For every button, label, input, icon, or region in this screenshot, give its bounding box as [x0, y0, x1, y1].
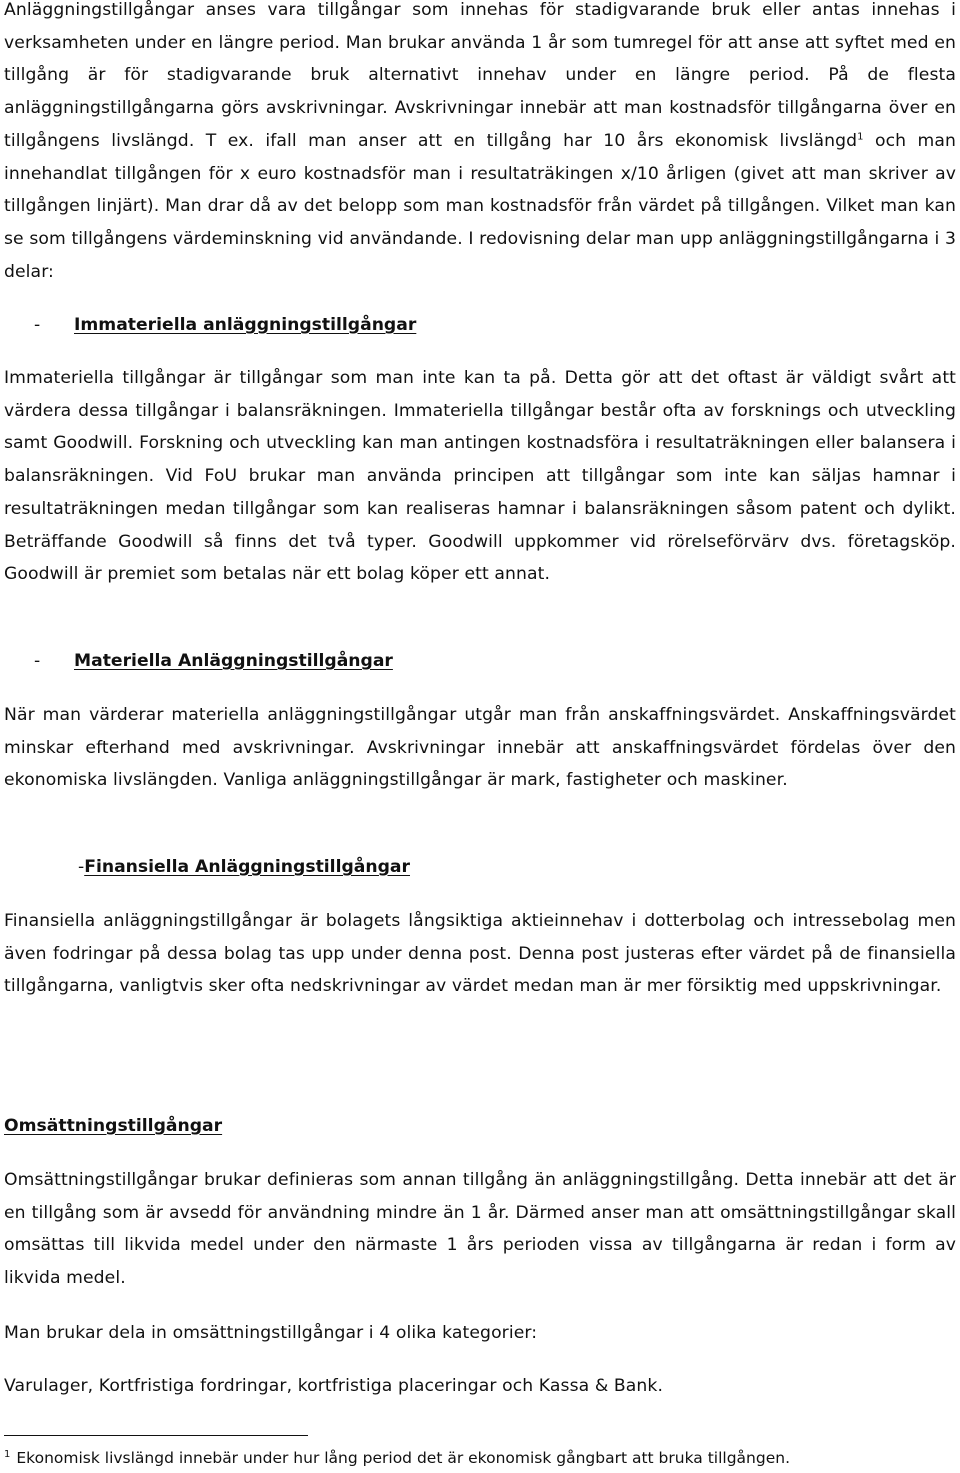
- heading-dash: -: [34, 315, 41, 335]
- heading-materiella: [34, 645, 393, 678]
- paragraph-categories: Varulager, Kortfristiga fordringar, kortfristiga placeringar och Kassa & Bank.: [4, 1376, 664, 1396]
- heading-finansiella: [78, 851, 410, 884]
- heading-title: Omsättningstillgångar: [4, 1116, 223, 1136]
- heading-dash: -: [78, 857, 85, 877]
- footnote: [4, 1443, 790, 1470]
- paragraph-finansiella: Finansiella anläggningstillgångar är bolagets långsiktiga aktieinnehav i dotterbolag och intressebolag men även fodringar på dessa bolag tas upp under denna post. Denna post justeras efter värdet på de finansiella tillgångarna, vanligtvis sker ofta nedskrivningar av värdet medan man är mer försiktig med uppskrivningar.: [4, 911, 956, 997]
- footnote-separator: [4, 1435, 308, 1436]
- paragraph-omsattning: Omsättningstillgångar brukar definieras som annan tillgång än anläggningstillgång. Detta innebär att det är en tillgång som är avsedd för användning mindre än 1 år. Därmed anser man att omsättningstillgångar skall omsättas till likvida medel under den närmaste 1 års perioden vissa av tillgångarna är redan i form av likvida medel.: [4, 1170, 956, 1289]
- intro-text-before-ref: Anläggningstillgångar anses vara tillgångar som innehas för stadigvarande bruk eller antas innehas i verksamheten under en längre period. Man brukar använda 1 år som tumregel för att anse att syftet med en tillgång är för stadigvarande bruk alternativt innehav under en längre period. På de flesta anläggningstillgångarna görs avskrivningar. Avskrivningar innebär att man kostnadsför tillgångarna över en tillgångens livslängd. T ex. ifall man anser att en tillgång har 10 års ekonomisk livslängd: [4, 0, 956, 151]
- heading-title: Materiella Anläggningstillgångar: [74, 651, 393, 671]
- paragraph-immateriella: Immateriella tillgångar är tillgångar som man inte kan ta på. Detta gör att det oftast är väldigt svårt att värdera dessa tillgångar i balansräkningen. Immateriella tillgångar består ofta av forsknings och utveckling samt Goodwill. Forskning och utveckling kan man antingen kostnadsföra i resultaträkningen eller balansera i balansräkningen. Vid FoU brukar man använda principen att tillgångar som inte kan säljas hamnar i resultaträkningen medan tillgångar som kan realiseras hamnar i balansräkningen såsom patent och dylikt. Beträffande Goodwill så finns det två typer. Goodwill uppkommer vid rörelseförvärv dvs. företagsköp. Goodwill är premiet som betalas när ett bolag köper ett annat.: [4, 368, 956, 585]
- heading-title: Finansiella Anläggningstillgångar: [84, 857, 410, 877]
- footnote-reference: 1: [857, 131, 864, 143]
- heading-dash: -: [34, 651, 41, 671]
- intro-text-after-ref: och man innehandlat tillgången för x euro kostnadsför man i resultaträkingen x/10 årligen (givet att man skriver av tillgången linjärt). Man drar då av det belopp som man kostnadsför från värdet på tillgången. Vilket man kan se som tillgångens värdeminskning vid användande. I redovisning delar man upp anläggningstillgångarna i 3 delar:: [4, 130, 956, 282]
- heading-omsattning: [4, 1110, 222, 1143]
- footnote-text: Ekonomisk livslängd innebär under hur lång period det är ekonomisk gångbart att bruka tillgången.: [16, 1449, 791, 1468]
- paragraph-categories-intro: Man brukar dela in omsättningstillgångar i 4 olika kategorier:: [4, 1323, 538, 1343]
- heading-immateriella: [34, 309, 416, 342]
- heading-title: Immateriella anläggningstillgångar: [74, 315, 417, 335]
- intro-paragraph: [4, 0, 956, 288]
- footnote-number: 1: [4, 1449, 11, 1460]
- paragraph-materiella: När man värderar materiella anläggningstillgångar utgår man från anskaffningsvärdet. Anskaffningsvärdet minskar efterhand med avskrivningar. Avskrivningar innebär att anskaffningsvärdet fördelas över den ekonomiska livslängden. Vanliga anläggningstillgångar är mark, fastigheter och maskiner.: [4, 705, 956, 791]
